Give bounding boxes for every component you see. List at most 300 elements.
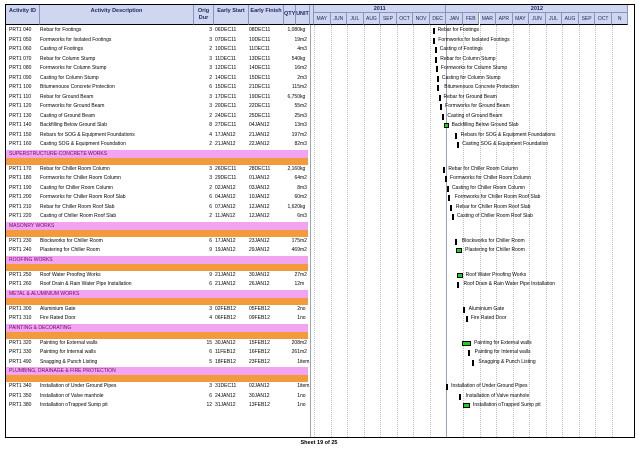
gantt-bar[interactable] [457, 273, 462, 278]
unit: m2 [300, 65, 307, 71]
activity-id: PRT1 260 [9, 281, 32, 287]
month-gridline [562, 25, 563, 437]
col-header-qty[interactable]: QTY [284, 5, 296, 25]
gantt-bar-label: Rebar for Chiller Room Roof Slab [455, 203, 531, 210]
orig-duration: 2 [209, 46, 212, 52]
gantt-milestone[interactable] [472, 360, 474, 366]
activity-id: PRT1 210 [9, 203, 32, 210]
unit: m3 [300, 46, 307, 52]
early-start: 15DEC11 [215, 84, 237, 90]
orig-duration: 2 [209, 74, 212, 81]
gantt-milestone[interactable] [435, 57, 437, 63]
table-row[interactable] [6, 45, 308, 55]
orig-duration: 2 [209, 184, 212, 191]
early-start: 06DEC11 [215, 27, 237, 33]
gantt-bar-label: Fire Rated Door [470, 315, 507, 321]
gantt-bar-label: Rebar for Ground Beam [443, 93, 497, 100]
orig-duration: 3 [209, 36, 212, 43]
gantt-bar[interactable] [456, 248, 462, 253]
quantity: 208 [291, 339, 300, 346]
orig-duration: 3 [209, 103, 212, 109]
orig-duration: 5 [209, 358, 212, 365]
table-row[interactable] [6, 314, 308, 324]
orig-duration: 6 [209, 84, 212, 90]
unit: m2 [300, 131, 307, 138]
activity-id: PRT1 120 [9, 103, 32, 109]
gantt-milestone[interactable] [455, 133, 457, 139]
month-header: N [612, 13, 629, 25]
early-start: 02FEB12 [215, 305, 236, 312]
unit: no [300, 392, 306, 399]
activity-id: PRT1 350 [9, 392, 32, 399]
month-header: AUG [562, 13, 579, 25]
col-header-activity-id[interactable]: Activity ID [6, 5, 40, 25]
table-row[interactable] [6, 392, 308, 402]
activity-description: Formworks for Chiller Room Column [40, 175, 121, 181]
month-gridline [612, 25, 613, 437]
month-gridline [579, 25, 580, 437]
early-start: 18FEB12 [215, 358, 236, 365]
month-header: JAN [446, 13, 463, 25]
quantity: 1 [297, 358, 300, 365]
gantt-bar-label: Aluminium Gate [468, 305, 505, 312]
gantt-bar-label: Casting for Chiller Room Column [451, 184, 526, 191]
month-gridline [347, 25, 348, 437]
early-start: 27DEC11 [215, 122, 237, 128]
section-band [6, 158, 308, 165]
gantt-bar[interactable] [462, 341, 471, 346]
early-finish: 03JAN12 [249, 184, 270, 191]
gantt-milestone[interactable] [445, 176, 447, 182]
table-row[interactable] [6, 140, 308, 150]
early-start: 31JAN12 [215, 402, 236, 408]
table-row[interactable] [6, 305, 308, 315]
orig-duration: 6 [209, 392, 212, 399]
early-finish: 10JAN12 [249, 194, 270, 200]
early-start: 07JAN12 [215, 203, 236, 210]
unit: m2 [300, 103, 307, 109]
unit: m3 [300, 122, 307, 128]
early-finish: 13DEC11 [249, 55, 271, 62]
month-header: FEB [463, 13, 480, 25]
gantt-milestone[interactable] [459, 394, 461, 400]
early-start: 02JAN12 [215, 184, 236, 191]
activity-id: PRT1 380 [9, 402, 32, 408]
early-start: 20DEC11 [215, 103, 237, 109]
table-row[interactable] [6, 55, 308, 65]
quantity: 82 [294, 141, 300, 147]
early-finish: 28DEC11 [249, 165, 271, 172]
early-start: 30JAN12 [215, 339, 236, 346]
activity-description: Formworks for Isolated Footings [40, 36, 112, 43]
orig-duration: 3 [209, 305, 212, 312]
table-row[interactable] [6, 246, 308, 256]
orig-duration: 15 [206, 339, 212, 346]
table-row[interactable] [6, 36, 308, 46]
activity-id: PRT1 140 [9, 122, 32, 128]
gantt-milestone[interactable] [433, 28, 435, 34]
unit: m2 [300, 339, 307, 346]
table-row[interactable] [6, 348, 308, 358]
orig-duration: 8 [209, 122, 212, 128]
early-finish: 16FEB12 [249, 349, 270, 355]
quantity: 540 [291, 55, 300, 62]
gantt-bar-label: Installation of Valve manhole [465, 392, 530, 399]
early-finish: 22DEC11 [249, 103, 271, 109]
quantity: 64 [294, 175, 300, 181]
table-row[interactable] [6, 121, 308, 131]
quantity: 13 [294, 122, 300, 128]
gantt-milestone[interactable] [455, 239, 457, 245]
early-finish: 23JAN12 [249, 237, 270, 244]
activity-id: PRT1 070 [9, 55, 32, 62]
gantt-milestone[interactable] [457, 142, 459, 148]
gantt-milestone[interactable] [466, 316, 468, 322]
month-header: JUL [347, 13, 364, 25]
section-header[interactable]: SUPERSTRUCTURE-CONCRETE WORKS [6, 150, 308, 158]
month-header: APR [496, 13, 513, 25]
orig-duration: 3 [209, 383, 212, 389]
quantity: 55 [294, 103, 300, 109]
gantt-bar[interactable] [463, 403, 470, 408]
activity-description: Aluminium Gate [40, 305, 76, 312]
early-start: 26DEC11 [215, 165, 237, 172]
activity-id: PRT1 170 [9, 165, 32, 172]
early-finish: 23FEB12 [249, 358, 270, 365]
col-header-early-finish[interactable]: Early Finish [249, 5, 284, 25]
activity-description: Bitumenouos Concrete Protection [40, 84, 115, 90]
orig-duration: 3 [209, 65, 212, 71]
gantt-milestone[interactable] [439, 95, 441, 101]
gantt-bar-label: Painting for Internal walls [474, 349, 531, 355]
early-finish: 29JAN12 [249, 247, 270, 253]
quantity: 4 [297, 46, 300, 52]
gantt-bar-label: Formworks for Chiller Room Column [450, 175, 531, 181]
early-finish: 04JAN12 [249, 122, 270, 128]
quantity: 1 [297, 383, 300, 389]
table-row[interactable] [6, 193, 308, 203]
orig-duration: 4 [209, 131, 212, 138]
gantt-bar-label: Rebar for Column Stump [440, 55, 496, 62]
gantt-milestone[interactable] [442, 114, 444, 120]
schedule-sheet [5, 4, 635, 438]
table-row[interactable] [6, 339, 308, 349]
table-row[interactable] [6, 112, 308, 122]
orig-duration: 3 [209, 27, 212, 33]
early-finish: 12JAN12 [249, 213, 270, 219]
activity-description: Formworks for Column Stump [40, 65, 107, 71]
quantity: 25 [294, 112, 300, 119]
activity-id: PRT1 310 [9, 315, 32, 321]
activity-id: PRT1 250 [9, 271, 32, 278]
early-finish: 14DEC11 [249, 65, 271, 71]
activity-description: Backfilling Below Ground Slab [40, 122, 107, 128]
table-row[interactable] [6, 174, 308, 184]
activity-description: Formworks for Ground Beam [40, 103, 105, 109]
activity-id: PRT1 100 [9, 84, 32, 90]
month-header: SEP [380, 13, 397, 25]
activity-description: Fire Rated Door [40, 315, 76, 321]
activity-description: Installation of Under Ground Pipes [40, 383, 117, 389]
quantity: 261 [291, 349, 300, 355]
section-band [6, 375, 308, 382]
gantt-milestone[interactable] [433, 38, 435, 44]
early-start: 17DEC11 [215, 93, 237, 100]
gantt-bar-label: Rebars for SOG & Equipment Foundations [460, 131, 556, 138]
gantt-milestone[interactable] [463, 307, 465, 313]
year-2012: 2012 [446, 5, 628, 13]
orig-duration: 6 [209, 194, 212, 200]
early-start: 31DEC11 [215, 383, 237, 389]
month-gridline [364, 25, 365, 437]
table-row[interactable] [6, 165, 308, 175]
sheet-footer: Sheet 19 of 25 [300, 440, 338, 446]
section-header[interactable]: METAL & ALUMINIUM WORKS [6, 290, 308, 298]
gantt-milestone[interactable] [457, 282, 459, 288]
activity-id: PRT1 330 [9, 349, 32, 355]
table-row[interactable] [6, 271, 308, 281]
quantity: 16 [294, 65, 300, 71]
quantity: 2 [297, 74, 300, 81]
orig-duration: 2 [209, 213, 212, 219]
early-finish: 26JAN12 [249, 281, 270, 287]
unit: m2 [300, 84, 307, 90]
section-header[interactable]: PAINTING & DECORATING [6, 324, 308, 332]
gantt-milestone[interactable] [435, 47, 437, 53]
activity-id: PRT1 190 [9, 184, 32, 191]
unit: no [300, 315, 306, 321]
gantt-bar-label: Installation oTrapped Sump pit [473, 402, 541, 408]
gantt-bar-label: Formworks for Isolated Footings [438, 36, 510, 43]
activity-id: PRT1 050 [9, 36, 32, 43]
early-start: 29DEC11 [215, 175, 237, 181]
section-header[interactable]: MASONRY WORKS [6, 222, 308, 230]
early-finish: 22JAN12 [249, 141, 270, 147]
early-start: 21JAN12 [215, 141, 236, 147]
orig-duration: 6 [209, 203, 212, 210]
activity-id: PRT1 220 [9, 213, 32, 219]
quantity: 197 [291, 131, 300, 138]
gantt-bar-label: Casting for Column Stump [441, 74, 501, 81]
unit: m3 [300, 74, 307, 81]
quantity: 1 [297, 392, 300, 399]
table-row[interactable] [6, 74, 308, 84]
table-row[interactable] [6, 203, 308, 213]
table-divider [310, 25, 311, 437]
quantity: 1 [297, 315, 300, 321]
activity-id: PRT1 240 [9, 247, 32, 253]
section-header[interactable]: PLUMBING, DRAINAGE & FIRE PROTECTION [6, 367, 308, 375]
orig-duration: 4 [209, 315, 212, 321]
unit: item [300, 383, 310, 389]
early-finish: 02JAN12 [249, 383, 270, 389]
gantt-milestone[interactable] [443, 167, 445, 173]
orig-duration: 6 [209, 281, 212, 287]
early-finish: 13FEB12 [249, 402, 270, 408]
unit: m3 [300, 112, 307, 119]
table-row[interactable] [6, 358, 308, 368]
activity-description: Casting of Chiller Room Roof Slab [40, 213, 117, 219]
early-start: 11JAN12 [215, 213, 236, 219]
unit: m2 [300, 175, 307, 181]
month-header: DEC [430, 13, 447, 25]
gantt-milestone[interactable] [446, 384, 448, 390]
month-header: MAR [480, 13, 497, 25]
early-start: 24JAN12 [215, 392, 236, 399]
month-header: NOV [413, 13, 430, 25]
quantity: 6 [297, 213, 300, 219]
unit: m3 [300, 213, 307, 219]
gantt-bar-label: Roof Water Proofing Works [465, 271, 527, 278]
orig-duration: 3 [209, 55, 212, 62]
gantt-bar-label: Casting SOG & Equipment Foundation [462, 141, 549, 147]
col-header-orig-dur[interactable]: Orig Dur [194, 5, 214, 25]
unit: m2 [300, 36, 307, 43]
table-row[interactable] [6, 212, 308, 222]
unit: m2 [300, 349, 307, 355]
unit: m3 [300, 141, 307, 147]
gantt-milestone[interactable] [437, 76, 439, 82]
early-finish: 01JAN12 [249, 175, 270, 181]
gantt-bar-label: Formworks for Chiller Room Roof Slab [454, 194, 541, 200]
activity-description: Rebar for Chiller Room Column [40, 165, 110, 172]
gantt-milestone[interactable] [468, 350, 470, 356]
activity-id: PRT1 040 [9, 27, 32, 33]
gantt-milestone[interactable] [440, 104, 442, 110]
gantt-milestone[interactable] [436, 66, 438, 72]
unit: m2 [300, 271, 307, 278]
activity-description: Casting for Column Stump [40, 74, 99, 81]
table-row[interactable] [6, 382, 308, 392]
table-row[interactable] [6, 131, 308, 141]
gantt-bar-label: Snagging & Punch Listing [478, 358, 536, 365]
activity-id: PRT1 300 [9, 305, 32, 312]
activity-description: Installation oTrapped Sump pit [40, 402, 108, 408]
early-start: 12DEC11 [215, 65, 237, 71]
gantt-bar-label: Plastering for Chiller Room [465, 247, 525, 253]
early-finish: 10DEC11 [249, 36, 271, 43]
early-start: 11DEC11 [215, 55, 236, 62]
activity-id: PRT1 200 [9, 194, 32, 200]
gantt-bar-label: Blockworks for Chiller Room [461, 237, 525, 244]
table-row[interactable] [6, 401, 308, 411]
month-gridline [546, 25, 547, 437]
table-row[interactable] [6, 64, 308, 74]
section-band [6, 230, 308, 237]
quantity: 27 [294, 271, 300, 278]
gantt-bar-label: Installation of Under Ground Pipes [451, 383, 528, 389]
early-start: 17JAN12 [215, 131, 236, 138]
month-header: OCT [595, 13, 612, 25]
orig-duration: 6 [209, 349, 212, 355]
early-finish: 08DEC11 [249, 27, 271, 33]
col-header-unit[interactable]: UNIT [296, 5, 310, 25]
activity-description: Rebar for Ground Beam [40, 93, 94, 100]
month-gridline [380, 25, 381, 437]
quantity: 6,750 [287, 93, 300, 100]
month-header: JUN [331, 13, 348, 25]
unit: kg [300, 203, 306, 210]
gantt-bar[interactable] [444, 123, 449, 128]
table-row[interactable] [6, 280, 308, 290]
activity-id: PRT1 490 [9, 358, 32, 365]
gantt-milestone[interactable] [447, 186, 449, 192]
section-band [6, 332, 308, 339]
activity-description: Rebar for Column Stump [40, 55, 96, 62]
gantt-milestone[interactable] [448, 195, 450, 201]
unit: kg [300, 165, 306, 172]
table-row[interactable] [6, 93, 308, 103]
gantt-milestone[interactable] [452, 214, 454, 220]
gantt-milestone[interactable] [450, 205, 452, 211]
gantt-bar-label: Rebar for Chiller Room Column [448, 165, 519, 172]
month-gridline [529, 25, 530, 437]
table-row[interactable] [6, 83, 308, 93]
month-header: MAY [513, 13, 530, 25]
orig-duration: 3 [209, 93, 212, 100]
col-header-description[interactable]: Activity Description [40, 5, 194, 25]
gantt-bar-label: Painting for External walls [474, 339, 532, 346]
activity-description: Painting for Internal walls [40, 349, 96, 355]
col-header-early-start[interactable]: Early Start [214, 5, 249, 25]
quantity: 115 [292, 84, 300, 90]
table-row[interactable] [6, 26, 308, 36]
activity-id: PRT1 340 [9, 383, 32, 389]
month-gridline [314, 25, 315, 437]
table-row[interactable] [6, 184, 308, 194]
quantity: 1,080 [287, 27, 300, 33]
activity-id: PRT1 060 [9, 46, 32, 52]
gantt-bar-label: Casting of Footings [439, 46, 483, 52]
activity-description: Casting for Chiller Room Column [40, 184, 114, 191]
early-finish: 30JAN12 [249, 271, 270, 278]
early-finish: 09FEB12 [249, 315, 270, 321]
unit: m2 [300, 194, 307, 200]
section-header[interactable]: ROOFING WORKS [6, 256, 308, 264]
early-finish: 21JAN12 [249, 131, 270, 138]
table-row[interactable] [6, 102, 308, 112]
gantt-bar-label: Rebar for Footings [437, 27, 479, 33]
quantity: 1,620 [287, 203, 300, 210]
month-gridline [397, 25, 398, 437]
unit: m3 [300, 184, 307, 191]
quantity: 12 [294, 281, 300, 287]
month-gridline [430, 25, 431, 437]
early-finish: 19DEC11 [249, 93, 271, 100]
activity-description: Roof Water Proofing Works [40, 271, 101, 278]
early-start: 06FEB12 [215, 315, 236, 321]
activity-id: PRT1 090 [9, 74, 32, 81]
table-row[interactable] [6, 237, 308, 247]
orig-duration: 12 [206, 402, 212, 408]
unit: no [300, 402, 306, 408]
activity-description: Casting of Footings [40, 46, 84, 52]
early-start: 04JAN12 [215, 194, 236, 200]
unit: no [300, 305, 306, 312]
activity-description: Rebar for Chiller Room Roof Slab [40, 203, 115, 210]
month-header: AUG [364, 13, 381, 25]
unit: m [300, 281, 305, 287]
gantt-bar-label: Formworks for Ground Beam [445, 103, 510, 109]
gantt-milestone[interactable] [437, 85, 439, 91]
activity-description: Formworks for Chiller Room Roof Slab [40, 194, 126, 200]
month-header: JUN [529, 13, 546, 25]
early-start: 17JAN12 [215, 237, 236, 244]
unit: kg [300, 93, 306, 100]
section-band [6, 298, 308, 305]
activity-description: Rebars for SOG & Equipment Foundations [40, 131, 135, 138]
orig-duration: 3 [209, 165, 212, 172]
